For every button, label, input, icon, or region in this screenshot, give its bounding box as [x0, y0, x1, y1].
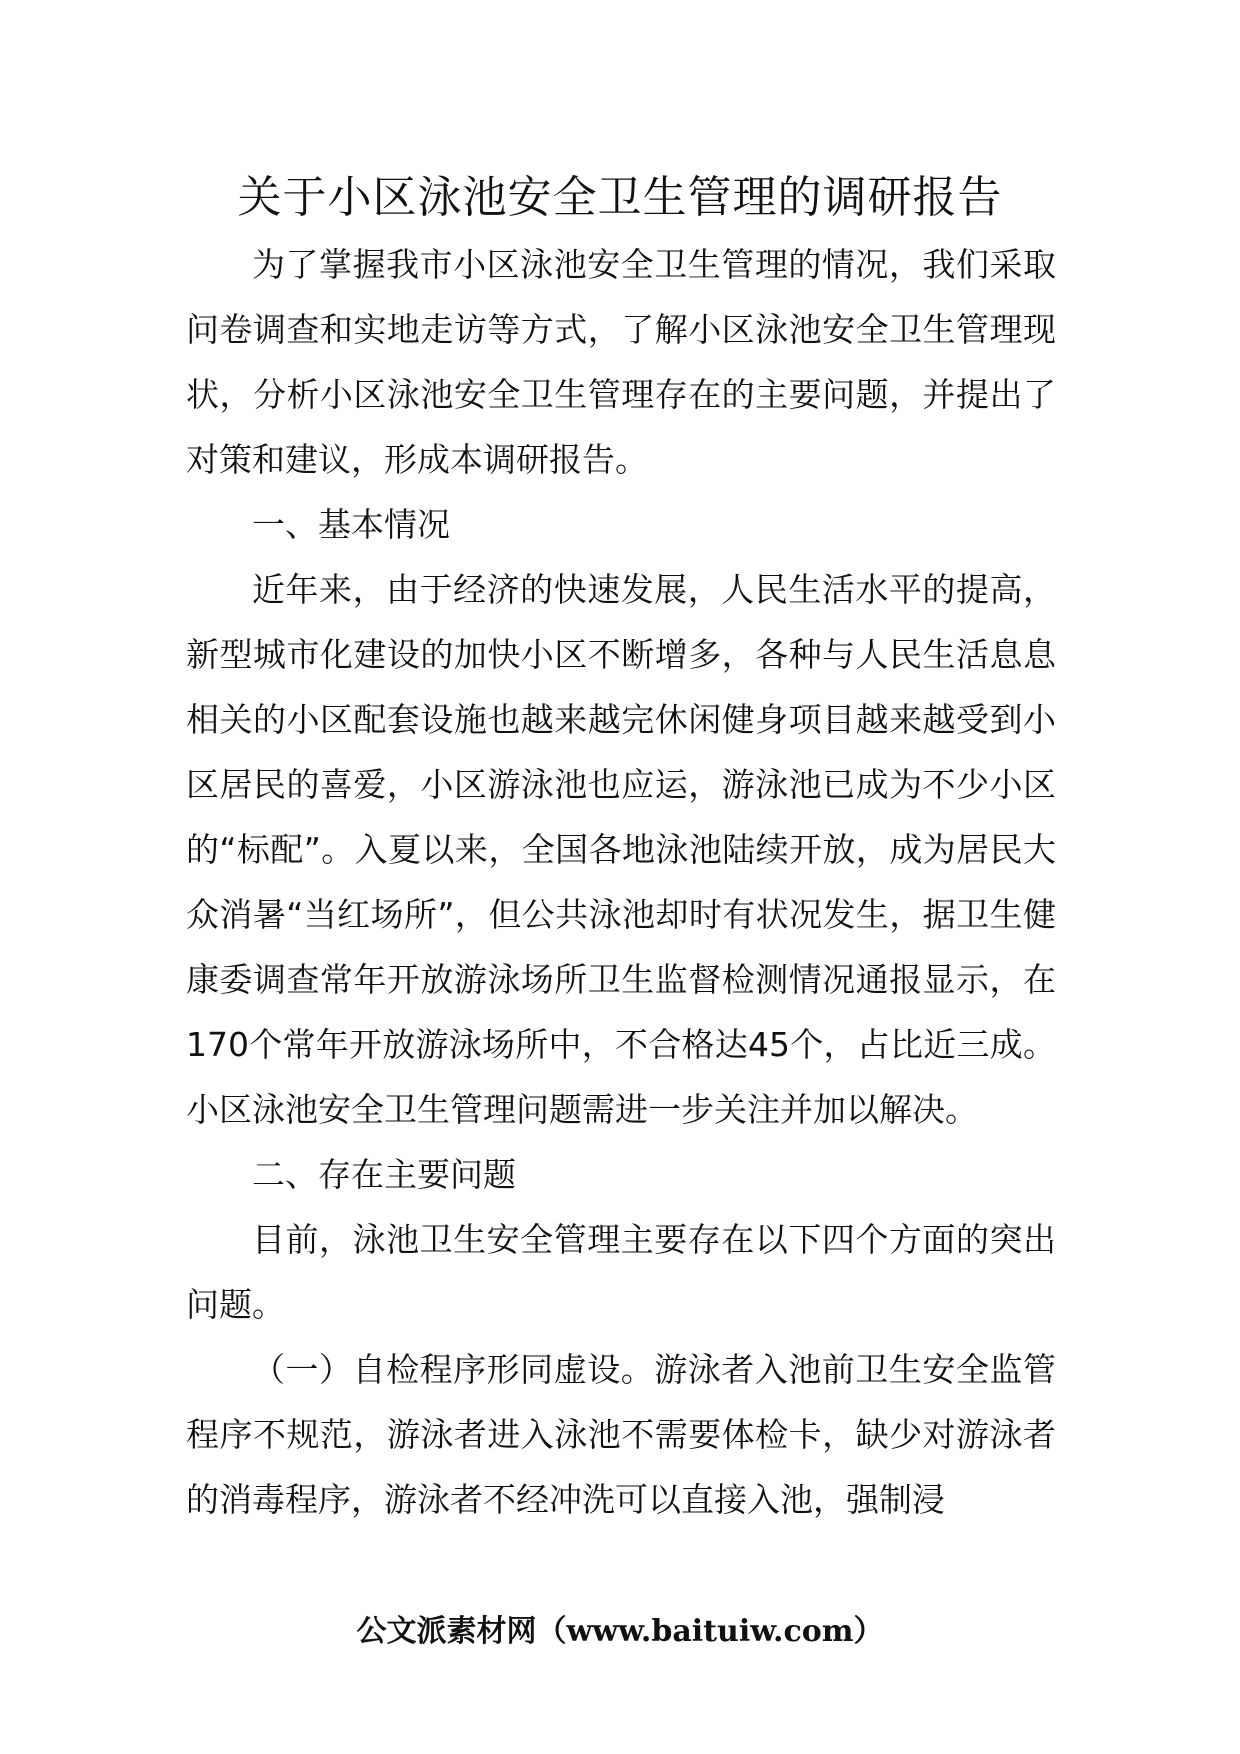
document-title: 关于小区泳池安全卫生管理的调研报告 — [237, 172, 1003, 223]
paragraph-problems-intro: 目前，泳池卫生安全管理主要存在以下四个方面的突出问题。 — [186, 1220, 1056, 1324]
document-body — [186, 232, 1056, 1532]
paragraph-problem-one: （一）自检程序形同虚设。游泳者入池前卫生安全监管程序不规范，游泳者进入泳池不需要体检卡，缺少对游泳者的消毒程序，游泳者不经冲洗可以直接入池，强制浸 — [186, 1350, 1056, 1519]
page-footer-source: 公文派素材网（www.baituiw.com） — [356, 1614, 884, 1649]
section-heading-basic-situation: 一、基本情况 — [252, 505, 450, 544]
paragraph-intro: 为了掌握我市小区泳池安全卫生管理的情况，我们采取问卷调查和实地走访等方式，了解小区泳池安全卫生管理现状，分析小区泳池安全卫生管理存在的主要问题，并提出了对策和建议，形成本调研报告。 — [186, 245, 1056, 479]
paragraph-basic-situation: 近年来，由于经济的快速发展，人民生活水平的提高，新型城市化建设的加快小区不断增多，各种与人民生活息息相关的小区配套设施也越来越完休闲健身项目越来越受到小区居民的喜爱，小区游泳池也应运，游泳池已成为不少小区的“标配”。入夏以来，全国各地泳池陆续开放，成为居民大众消暑“当红场所”，但公共泳池却时有状况发生，据卫生健康委调查常年开放游泳场所卫生监督检测情况通报显示，在170个常年开放游泳场所中，不合格达45个，占比近三成。小区泳池安全卫生管理问题需进一步关注并加以解决。 — [186, 570, 1056, 1129]
section-heading-main-problems: 二、存在主要问题 — [252, 1155, 516, 1194]
